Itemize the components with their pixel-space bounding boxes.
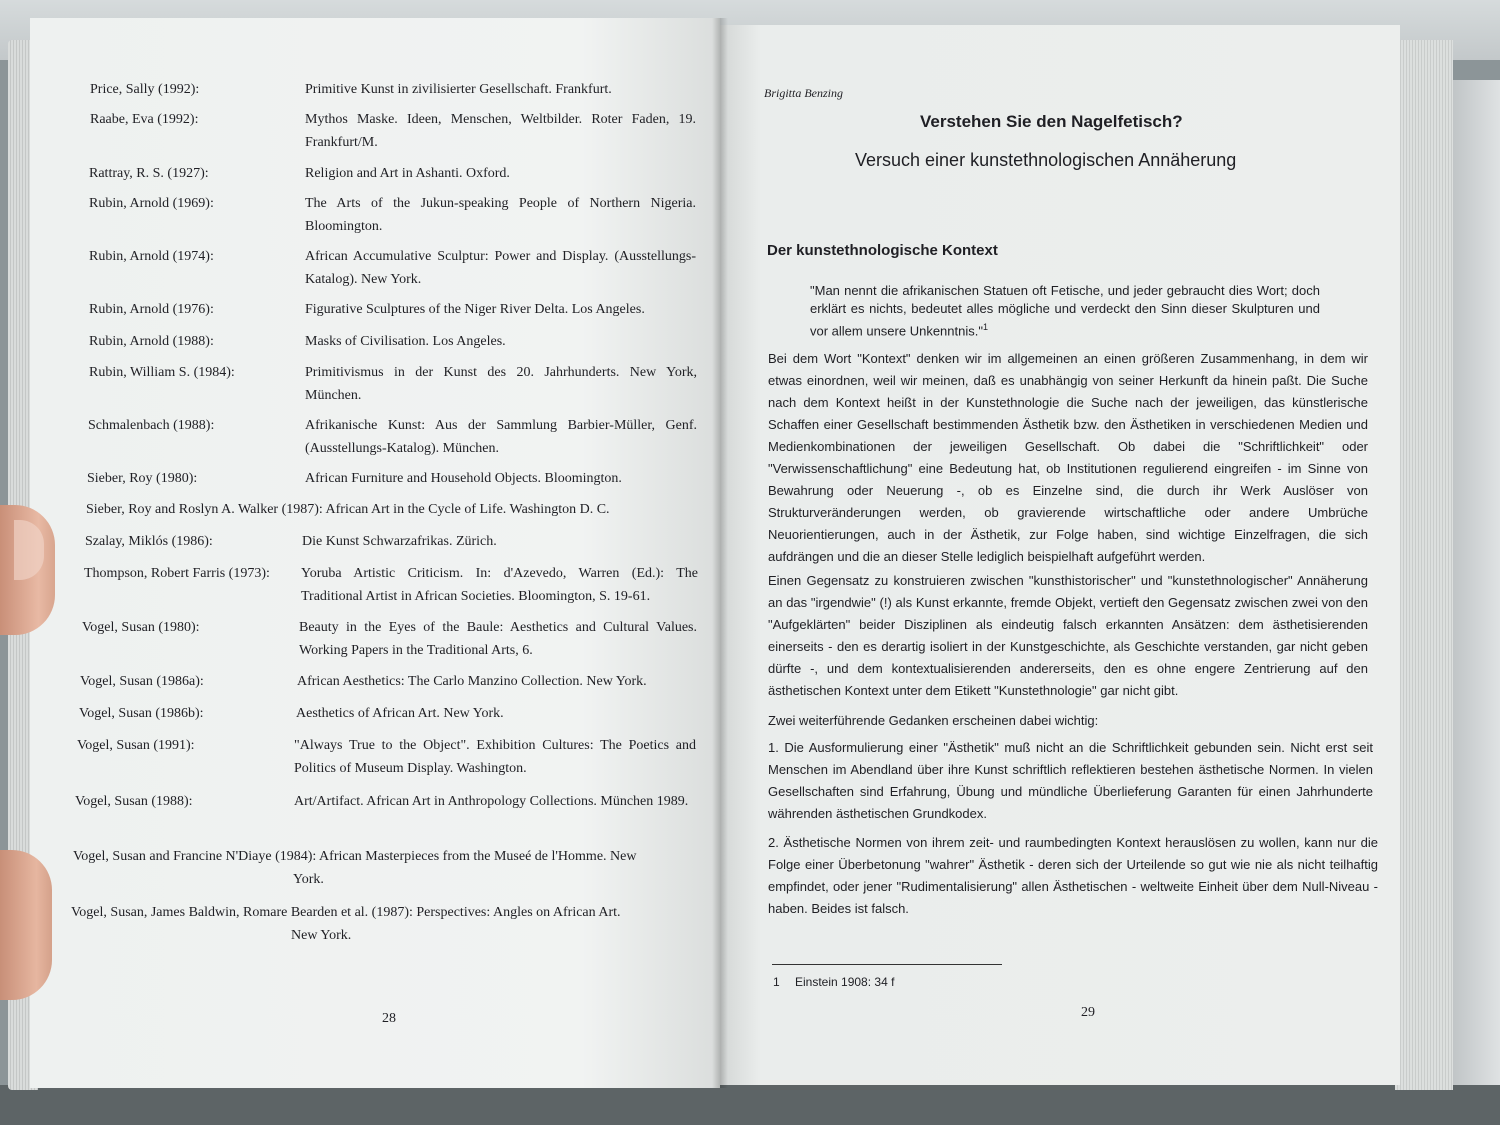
bib-work: The Arts of the Jukun-speaking People of Northern Nigeria. Bloomington.	[305, 196, 696, 234]
page-number-right: 29	[1081, 1005, 1095, 1020]
bib-work: "Always True to the Object". Exhibition Cultures: The Poetics and Politics of Museum Display. Washington.	[294, 738, 696, 776]
running-head-author: Brigitta Benzing	[764, 86, 843, 100]
bib-author: Vogel, Susan (1980):	[82, 620, 200, 635]
epigraph-quote	[810, 282, 1320, 340]
bib-author: Raabe, Eva (1992):	[90, 112, 199, 127]
bib-work: Religion and Art in Ashanti. Oxford.	[305, 166, 510, 181]
bib-author: Rubin, Arnold (1988):	[89, 334, 214, 349]
bib-entry-full	[71, 901, 695, 947]
paragraph: Bei dem Wort "Kontext" denken wir im allgemeinen an einen größeren Zusammenhang, in dem wir etwas einordnen, weil wir meinen, daß es unabhängig von seiner Herkunft da hinein paßt. Die Suche nach dem Kontext heißt in der Kunstethnologie die Suche nach der jeweiligen, das künstlerische Schaffen einer Gesellschaft bestimmenden Ästhetik bzw. den Ästhetiken in verschiedenen Medien und Medienkombinationen der jeweiligen Gesellschaft. Ob dabei die "Schriftlichkeit" oder "Verwissenschaftlichung" eine Bedeutung hat, ob Institutionen regulierend eingreifen - im Sinne von Bewahrung oder Neuerung -, ob es Einzelne sind, die durch ihr Werk Auslöser von Strukturveränderungen werden, ob gravierende wirtschaftliche oder andere Umbrüche Neuorientierungen, auch in der Ästhetik, zur Folge haben, sind wichtige Einzelfragen, die sich aufdrängen und die an dieser Stelle lediglich beispielhaft aufgeführt werden.	[768, 351, 1368, 564]
bib-author: Rubin, Arnold (1976):	[89, 302, 214, 317]
bib-entry-full	[73, 845, 695, 891]
bib-work: African Aesthetics: The Carlo Manzino Collection. New York.	[297, 674, 647, 689]
bib-work: Yoruba Artistic Criticism. In: d'Azevedo, Warren (Ed.): The Traditional Artist in African Societies. Bloomington, S. 19-61.	[301, 566, 698, 604]
footnote	[773, 975, 894, 989]
page-stack-right	[1395, 40, 1453, 1090]
article-subtitle: Versuch einer kunstethnologischen Annäherung	[855, 150, 1237, 170]
bib-work: Primitive Kunst in zivilisierter Gesellschaft. Frankfurt.	[305, 82, 612, 97]
footnote-marker: 1	[773, 975, 780, 989]
article-title: Verstehen Sie den Nagelfetisch?	[920, 112, 1183, 131]
bib-work: Beauty in the Eyes of the Baule: Aesthetics and Cultural Values. Working Papers in the Traditional Arts, 6.	[299, 620, 697, 658]
bib-author: Vogel, Susan (1986b):	[79, 706, 204, 721]
bib-entry-continuation: York.	[293, 872, 324, 887]
bib-work: African Accumulative Sculptur: Power and Display. (Ausstellungs-Katalog). New York.	[305, 249, 696, 287]
page-number-left: 28	[382, 1011, 396, 1026]
footnote-text: Einstein 1908: 34 f	[795, 975, 895, 989]
bib-author: Szalay, Miklós (1986):	[85, 534, 213, 549]
paragraph: 1. Die Ausformulierung einer "Ästhetik" muß nicht an die Schriftlichkeit gebunden sein. Nicht erst seit Menschen im Abendland über ihre Kunst schriftlich reflektieren bestehen ästhetische Normen. In vielen Gesellschaften sind Erfahrung, Übung und mündliche Überlieferung Garanten für einen Jahrhunderte währenden ästhetischen Grundkodex.	[768, 740, 1373, 821]
quote-text: "Man nennt die afrikanischen Statuen oft Fetische, und jeder gebraucht dies Wort; doch erklärt es nichts, bedeutet alles mögliche und verdeckt den Sinn dieser Skulpturen und vor allem unsere Unkenntnis."	[810, 283, 1320, 339]
paragraph: Zwei weiterführende Gedanken erscheinen dabei wichtig:	[768, 713, 1099, 728]
bib-work: Figurative Sculptures of the Niger River Delta. Los Angeles.	[305, 302, 645, 317]
bib-entry-continuation: New York.	[291, 928, 352, 943]
bib-author: Sieber, Roy (1980):	[87, 471, 198, 486]
bib-author: Rubin, Arnold (1974):	[89, 249, 214, 264]
bib-author: Thompson, Robert Farris (1973):	[84, 566, 270, 581]
bib-author: Rubin, William S. (1984):	[89, 365, 235, 380]
footnote-ref: 1	[982, 322, 988, 332]
background-bottom	[0, 1085, 1500, 1125]
footnote-divider	[772, 964, 1002, 965]
bib-work: Afrikanische Kunst: Aus der Sammlung Barbier-Müller, Genf. (Ausstellungs-Katalog). München.	[305, 418, 697, 456]
bib-work: Die Kunst Schwarzafrikas. Zürich.	[302, 534, 497, 549]
bib-author: Rattray, R. S. (1927):	[89, 166, 209, 181]
bib-author: Vogel, Susan (1986a):	[80, 674, 204, 689]
bib-work: Primitivismus in der Kunst des 20. Jahrhunderts. New York, München.	[305, 365, 697, 403]
bib-entry-text: Sieber, Roy and Roslyn A. Walker (1987): African Art in the Cycle of Life. Washington D. C.	[86, 502, 610, 517]
thumb-lower	[0, 850, 52, 1000]
bib-author: Schmalenbach (1988):	[88, 418, 215, 433]
bib-work: African Furniture and Household Objects. Bloomington.	[305, 471, 622, 486]
bib-work: Masks of Civilisation. Los Angeles.	[305, 334, 506, 349]
section-heading: Der kunstethnologische Kontext	[767, 242, 998, 259]
book-gutter	[712, 18, 728, 1088]
bib-work: Art/Artifact. African Art in Anthropology Collections. München 1989.	[294, 794, 689, 809]
bib-entry-full	[86, 498, 697, 521]
bib-author: Vogel, Susan (1991):	[77, 738, 195, 753]
paragraph: Einen Gegensatz zu konstruieren zwischen "kunsthistorischer" und "kunstethnologischer" Annäherung an das "irgendwie" (!) als Kunst erkannte, fremde Objekt, vertieft den Gegensatz zwischen zwei von den "Aufgeklärten" beider Disziplinen als eindeutig falsch erkannten Ansätzen: dem ästhetisierenden einerseits - den es derartig isoliert in der Kunstgeschichte, als Geschichte verstanden, gar nicht geben dürfte -, und dem kontextualisierenden andererseits, den es ohne engere Zentrierung auf den ästhetischen Kontext unter dem Etikett "Kunstethnologie" gar nicht gibt.	[768, 573, 1368, 698]
bib-author: Vogel, Susan (1988):	[75, 794, 193, 809]
bib-author: Price, Sally (1992):	[90, 82, 200, 97]
bib-entry-text: Vogel, Susan and Francine N'Diaye (1984): African Masterpieces from the Museé de l'Homme. New	[73, 849, 637, 864]
bib-work: Mythos Maske. Ideen, Menschen, Weltbilder. Roter Faden, 19. Frankfurt/M.	[305, 112, 696, 150]
bib-author: Rubin, Arnold (1969):	[89, 196, 214, 211]
bib-entry-text: Vogel, Susan, James Baldwin, Romare Bearden et al. (1987): Perspectives: Angles on African Art.	[71, 905, 621, 920]
bib-work: Aesthetics of African Art. New York.	[296, 706, 504, 721]
paragraph: 2. Ästhetische Normen von ihrem zeit- und raumbedingten Kontext herauslösen zu wollen, kann nur die Folge einer Überbetonung "wahrer" Ästhetik - deren sich der Urteilende so gut wie nie als nicht teilhaftig empfindet, oder jener "Rudimentalisierung" allen Ästhetischen - weltweite Einheit über dem Null-Niveau - haben. Beides ist falsch.	[768, 835, 1378, 916]
